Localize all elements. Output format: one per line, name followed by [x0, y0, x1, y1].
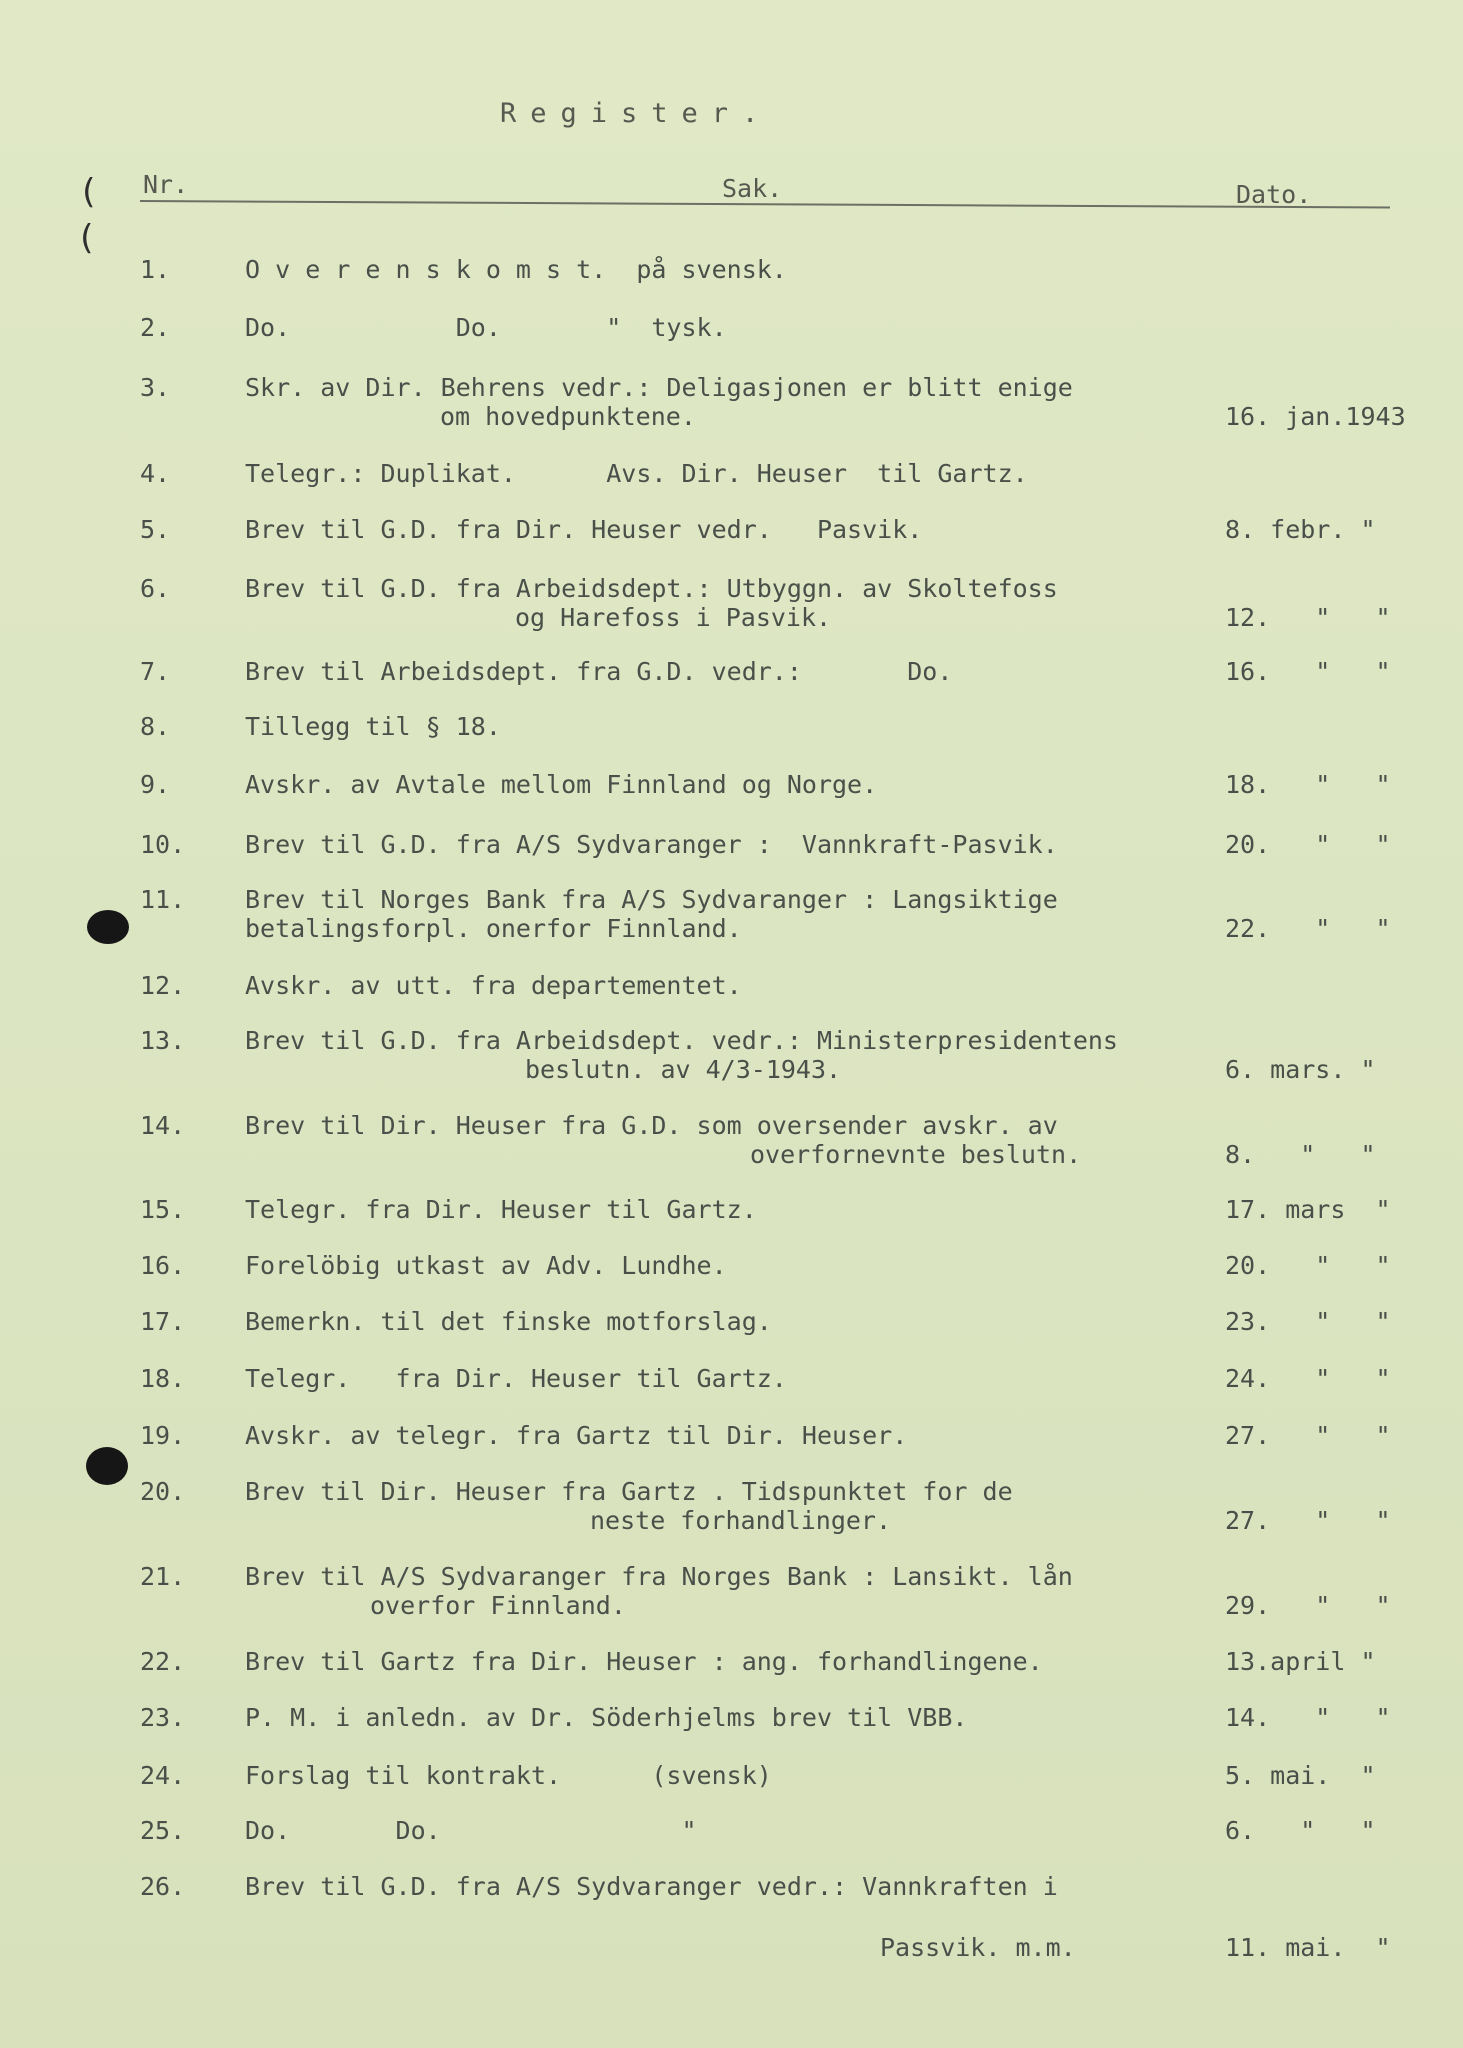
row-number: 20. — [140, 1477, 186, 1506]
row-date: 20. " " — [1225, 830, 1391, 859]
row-subject: Tillegg til § 18. — [245, 712, 501, 741]
row-subject: Avskr. av utt. fra departementet. — [245, 971, 742, 1000]
row-number: 5. — [140, 515, 171, 544]
row-subject-continued: om hovedpunktene. — [440, 402, 696, 431]
row-subject: P. M. i anledn. av Dr. Söderhjelms brev til VBB. — [245, 1703, 968, 1732]
row-subject: Brev til Arbeidsdept. fra G.D. vedr.: Do. — [245, 657, 953, 686]
row-subject-continued: betalingsforpl. onerfor Finnland. — [245, 914, 742, 943]
row-subject-continued: Passvik. m.m. — [880, 1933, 1076, 1962]
row-date: 16. jan.1943 — [1225, 402, 1406, 431]
row-number: 18. — [140, 1364, 186, 1393]
row-number: 16. — [140, 1251, 186, 1280]
row-subject: Telegr. fra Dir. Heuser til Gartz. — [245, 1364, 787, 1393]
row-subject: O v e r e n s k o m s t. på svensk. — [245, 255, 787, 284]
row-date: 12. " " — [1225, 603, 1391, 632]
row-number: 2. — [140, 313, 171, 342]
margin-mark-2: ( — [76, 218, 97, 258]
row-date: 27. " " — [1225, 1421, 1391, 1450]
row-subject-continued: beslutn. av 4/3-1943. — [525, 1055, 842, 1084]
row-subject-continued: neste forhandlinger. — [590, 1506, 892, 1535]
row-number: 22. — [140, 1647, 186, 1676]
row-date: 18. " " — [1225, 770, 1391, 799]
row-subject: Brev til Dir. Heuser fra G.D. som oversender avskr. av — [245, 1111, 1058, 1140]
row-number: 12. — [140, 971, 186, 1000]
row-date: 6. mars. " — [1225, 1055, 1376, 1084]
punch-hole-mark-2 — [86, 1447, 128, 1485]
row-number: 1. — [140, 255, 171, 284]
row-number: 6. — [140, 574, 171, 603]
row-subject: Avskr. av telegr. fra Gartz til Dir. Heuser. — [245, 1421, 908, 1450]
row-date: 14. " " — [1225, 1703, 1391, 1732]
row-date: 6. " " — [1225, 1816, 1376, 1845]
row-date: 17. mars " — [1225, 1195, 1391, 1224]
row-date: 13.april " — [1225, 1647, 1376, 1676]
row-number: 11. — [140, 885, 186, 914]
row-subject: Skr. av Dir. Behrens vedr.: Deligasjonen er blitt enige — [245, 373, 1073, 402]
punch-hole-mark-1 — [87, 910, 129, 944]
row-subject: Bemerkn. til det finske motforslag. — [245, 1307, 772, 1336]
page-title: Register. — [500, 98, 773, 129]
row-subject-continued: og Harefoss i Pasvik. — [515, 603, 832, 632]
row-date: 29. " " — [1225, 1591, 1391, 1620]
row-subject: Brev til Gartz fra Dir. Heuser : ang. forhandlingene. — [245, 1647, 1043, 1676]
row-number: 23. — [140, 1703, 186, 1732]
header-dato: Dato. — [1236, 180, 1312, 209]
row-subject: Brev til Norges Bank fra A/S Sydvaranger : Langsiktige — [245, 885, 1058, 914]
row-date: 5. mai. " — [1225, 1761, 1376, 1790]
row-date: 22. " " — [1225, 914, 1391, 943]
row-number: 15. — [140, 1195, 186, 1224]
row-number: 4. — [140, 459, 171, 488]
header-nr: Nr. — [143, 170, 189, 199]
row-number: 21. — [140, 1562, 186, 1591]
row-subject: Avskr. av Avtale mellom Finnland og Norge. — [245, 770, 878, 799]
row-subject: Telegr. fra Dir. Heuser til Gartz. — [245, 1195, 757, 1224]
row-number: 17. — [140, 1307, 186, 1336]
row-subject: Do. Do. " — [245, 1816, 697, 1845]
row-number: 8. — [140, 712, 171, 741]
row-number: 7. — [140, 657, 171, 686]
row-date: 8. " " — [1225, 1140, 1376, 1169]
row-subject: Do. Do. " tysk. — [245, 313, 727, 342]
row-subject: Brev til G.D. fra Dir. Heuser vedr. Pasvik. — [245, 515, 923, 544]
row-subject: Forelöbig utkast av Adv. Lundhe. — [245, 1251, 727, 1280]
row-number: 26. — [140, 1872, 186, 1901]
row-number: 10. — [140, 830, 186, 859]
row-number: 25. — [140, 1816, 186, 1845]
row-subject-continued: overfornevnte beslutn. — [750, 1140, 1082, 1169]
row-number: 9. — [140, 770, 171, 799]
row-date: 8. febr. " — [1225, 515, 1376, 544]
row-number: 3. — [140, 373, 171, 402]
row-date: 27. " " — [1225, 1506, 1391, 1535]
row-subject: Brev til G.D. fra Arbeidsdept. vedr.: Ministerpresidentens — [245, 1026, 1118, 1055]
row-number: 13. — [140, 1026, 186, 1055]
row-date: 23. " " — [1225, 1307, 1391, 1336]
row-date: 20. " " — [1225, 1251, 1391, 1280]
row-subject: Brev til G.D. fra A/S Sydvaranger : Vannkraft-Pasvik. — [245, 830, 1058, 859]
row-subject-continued: overfor Finnland. — [370, 1591, 626, 1620]
row-number: 24. — [140, 1761, 186, 1790]
row-number: 14. — [140, 1111, 186, 1140]
row-subject: Brev til A/S Sydvaranger fra Norges Bank : Lansikt. lån — [245, 1562, 1073, 1591]
row-subject: Telegr.: Duplikat. Avs. Dir. Heuser til Gartz. — [245, 459, 1028, 488]
row-subject: Brev til Dir. Heuser fra Gartz . Tidspunktet for de — [245, 1477, 1013, 1506]
row-date: 11. mai. " — [1225, 1933, 1391, 1962]
header-sak: Sak. — [722, 174, 783, 203]
row-date: 24. " " — [1225, 1364, 1391, 1393]
row-subject: Forslag til kontrakt. (svensk) — [245, 1761, 772, 1790]
margin-mark-1: ( — [78, 172, 99, 212]
row-subject: Brev til G.D. fra A/S Sydvaranger vedr.: Vannkraften i — [245, 1872, 1058, 1901]
row-subject: Brev til G.D. fra Arbeidsdept.: Utbyggn. av Skoltefoss — [245, 574, 1058, 603]
row-number: 19. — [140, 1421, 186, 1450]
row-date: 16. " " — [1225, 657, 1391, 686]
